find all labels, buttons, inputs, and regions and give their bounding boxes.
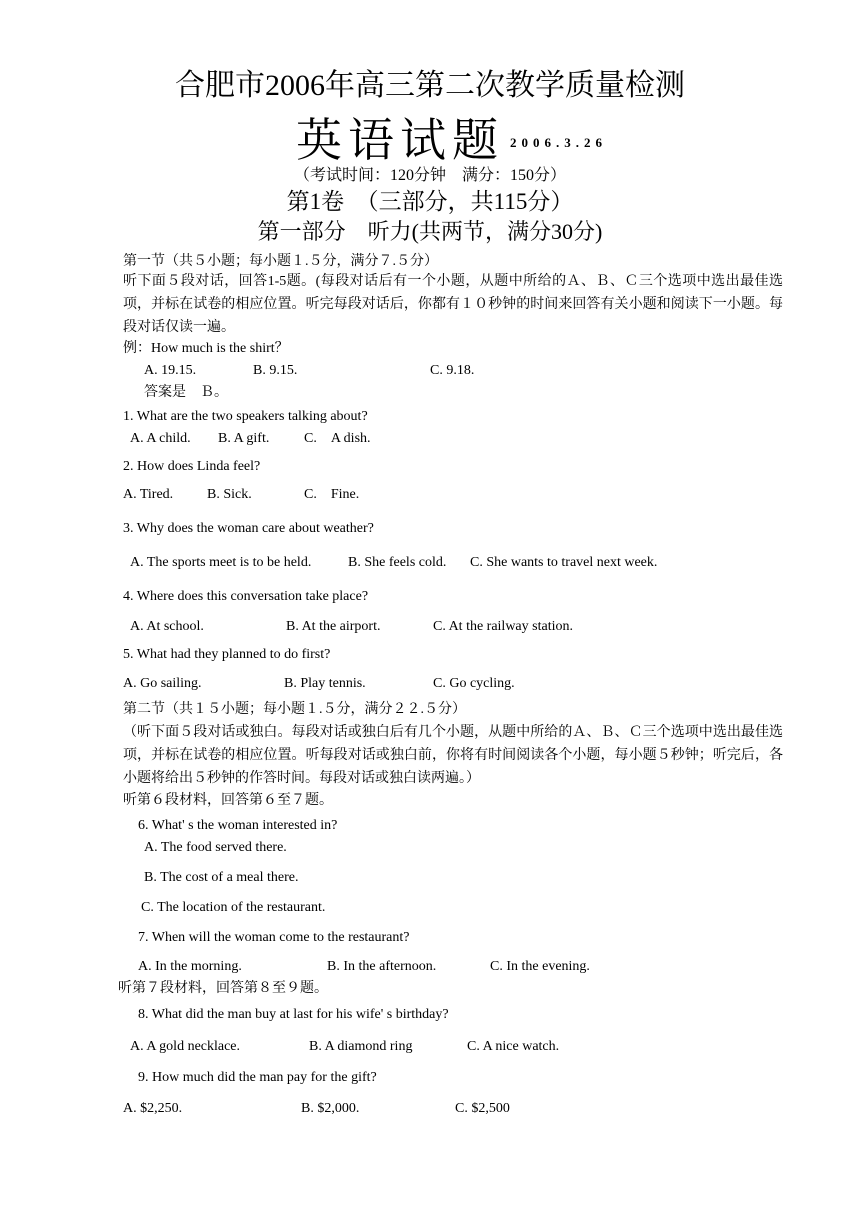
question-5: 5. What had they planned to do first?: [123, 647, 331, 662]
q6-option-c: C. The location of the restaurant.: [141, 900, 326, 915]
part-heading: 第一部分 听力(共两节，满分30分): [257, 219, 603, 244]
q6-option-b: B. The cost of a meal there.: [144, 870, 299, 885]
q3-option-b: B. She feels cold.: [348, 555, 447, 570]
q7-option-c: C. In the evening.: [490, 959, 590, 974]
q7-option-a: A. In the morning.: [138, 959, 242, 974]
q8-option-a: A. A gold necklace.: [130, 1039, 241, 1054]
q7-option-b: B. In the afternoon.: [327, 959, 437, 974]
q3-option-c: C. She wants to travel next week.: [470, 555, 658, 570]
example-option-c: C. 9.18.: [430, 363, 475, 378]
question-6: 6. What' s the woman interested in?: [138, 818, 338, 833]
q9-option-b: B. $2,000.: [301, 1101, 360, 1116]
q9-option-a: A. $2,250.: [123, 1101, 183, 1116]
q9-option-c: C. $2,500: [455, 1101, 510, 1116]
q2-option-a: A. Tired.: [123, 487, 174, 502]
q4-option-b: B. At the airport.: [286, 619, 381, 634]
q8-option-b: B. A diamond ring: [309, 1039, 413, 1054]
q5-option-b: B. Play tennis.: [284, 676, 366, 691]
q1-option-b: B. A gift.: [218, 431, 270, 446]
volume-heading: 第1卷 （三部分，共115分）: [286, 189, 574, 214]
exam-title-line1: 合肥市2006年高三第二次教学质量检测: [175, 69, 685, 102]
question-7: 7. When will the woman come to the restaurant?: [138, 930, 410, 945]
example-question: 例：How much is the shirt？: [123, 341, 289, 356]
question-2: 2. How does Linda feel?: [123, 459, 261, 474]
question-8: 8. What did the man buy at last for his wife' s birthday?: [138, 1007, 449, 1022]
example-answer: 答案是 Ｂ。: [144, 385, 228, 400]
q2-option-b: B. Sick.: [207, 487, 252, 502]
exam-info: （考试时间：120分钟 满分：150分）: [293, 167, 566, 184]
q1-option-a: A. A child.: [130, 431, 191, 446]
q5-option-c: C. Go cycling.: [433, 676, 515, 691]
section1-heading: 第一节（共５小题；每小题１.５分，满分７.５分）: [123, 254, 438, 269]
q2-option-c: C. Fine.: [304, 487, 360, 502]
section1-instructions: 听下面５段对话，回答1-5题。(每段对话后有一个小题，从题中所给的Ａ、Ｂ、Ｃ三个选项中选出最佳选项，并标在试卷的相应位置。听完每段对话后，你都有１０秒钟的时间来回答有关小题和阅读下一小题。每段对话仅读一遍。: [123, 274, 783, 335]
q3-option-a: A. The sports meet is to be held.: [130, 555, 312, 570]
q6-option-a: A. The food served there.: [144, 840, 287, 855]
question-4: 4. Where does this conversation take place?: [123, 589, 369, 604]
q4-option-a: A. At school.: [130, 619, 204, 634]
q1-option-c: C. A dish.: [304, 431, 371, 446]
example-option-b: B. 9.15.: [253, 363, 298, 378]
question-1: 1. What are the two speakers talking about?: [123, 409, 368, 424]
material-7-heading: 听第７段材料，回答第８至９题。: [118, 981, 328, 996]
exam-date: 2006.3.26: [510, 135, 607, 150]
question-9: 9. How much did the man pay for the gift?: [138, 1070, 377, 1085]
material-6-heading: 听第６段材料，回答第６至７题。: [123, 793, 333, 808]
section2-heading: 第二节（共１５小题；每小题１.５分，满分２２.５分）: [123, 702, 466, 717]
exam-title-line2: 英语试题: [296, 113, 504, 167]
q8-option-c: C. A nice watch.: [467, 1039, 560, 1054]
section2-instructions: （听下面５段对话或独白。每段对话或独白后有几个小题，从题中所给的Ａ、Ｂ、Ｃ三个选项中选出最佳选项，并标在试卷的相应位置。听每段对话或独白前，你将有时间阅读各个小题，每小题５秒钟；听完后，各小题将给出５秒钟的作答时间。每段对话或独白读两遍。）: [123, 725, 783, 786]
q4-option-c: C. At the railway station.: [433, 619, 573, 634]
q5-option-a: A. Go sailing.: [123, 676, 202, 691]
example-option-a: A. 19.15.: [144, 363, 197, 378]
question-3: 3. Why does the woman care about weather?: [123, 521, 374, 536]
